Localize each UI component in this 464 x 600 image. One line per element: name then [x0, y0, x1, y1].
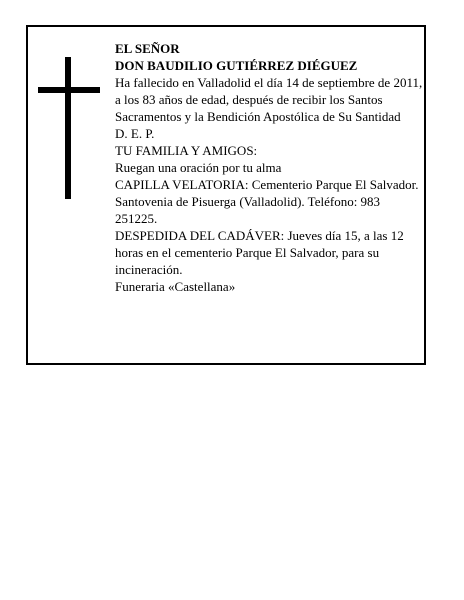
- cross-icon: [38, 57, 100, 199]
- death-announcement: Ha fallecido en Valladolid el día 14 de septiembre de 2011, a los 83 años de edad, después de recibir los Santos Sacramentos y la Bendición Apostólica de Su Santidad: [115, 75, 423, 124]
- rip-text: D. E. P.: [115, 126, 155, 141]
- prayer-request: Ruegan una oración por tu alma: [115, 160, 282, 175]
- notice-title: EL SEÑOR: [115, 41, 180, 56]
- notice-text: [115, 40, 423, 295]
- deceased-name: DON BAUDILIO GUTIÉRREZ DIÉGUEZ: [115, 58, 358, 73]
- obituary-notice: [26, 25, 426, 365]
- cross-horizontal-bar: [38, 87, 100, 93]
- cross-vertical-bar: [65, 57, 71, 199]
- farewell-info: DESPEDIDA DEL CADÁVER: Jueves día 15, a las 12 horas en el cementerio Parque El Salvador, para su incineración.: [115, 228, 404, 277]
- family-heading: TU FAMILIA Y AMIGOS:: [115, 143, 258, 158]
- funeral-home: Funeraria «Castellana»: [115, 279, 236, 294]
- chapel-info: CAPILLA VELATORIA: Cementerio Parque El Salvador. Santovenia de Pisuerga (Valladolid). Teléfono: 983 251225.: [115, 177, 419, 226]
